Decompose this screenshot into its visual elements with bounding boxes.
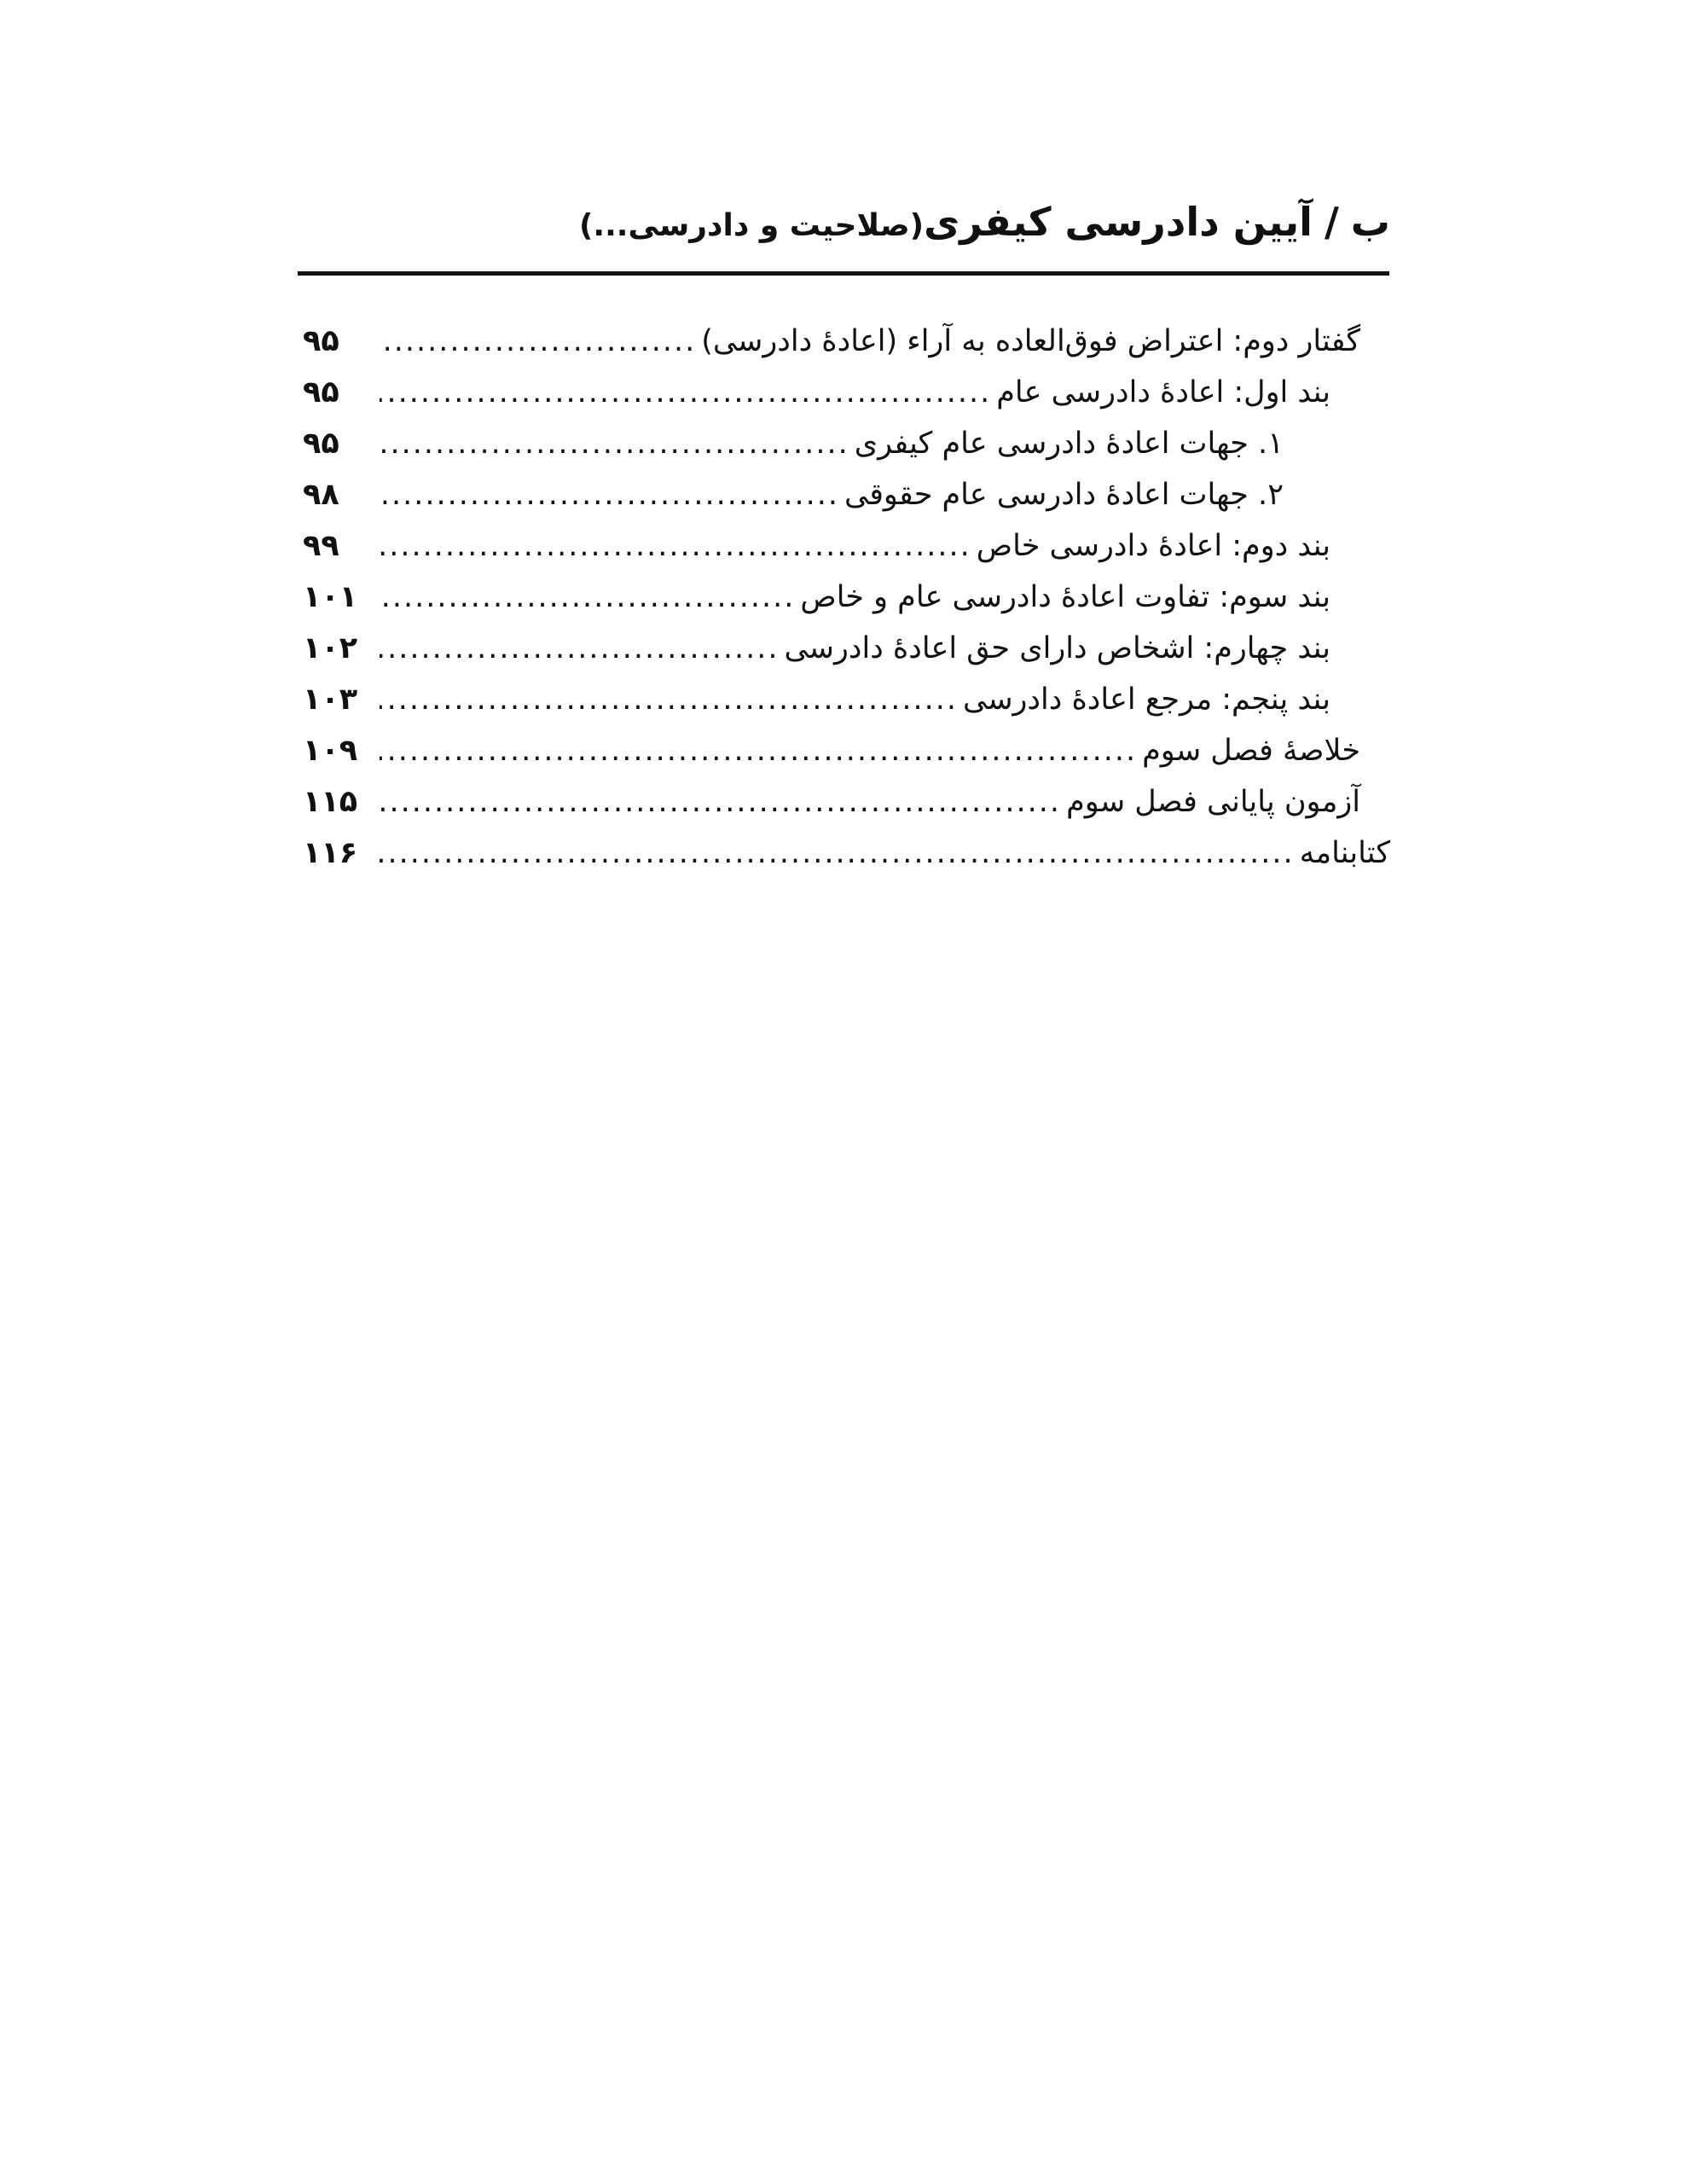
- toc-entry[interactable]: [303, 572, 1390, 623]
- toc-entry-page: ۱۰۹: [303, 734, 358, 768]
- toc-entry-label: گفتار دوم: اعتراض فوق‌العاده به آراء (اعادهٔ دادرسی): [701, 324, 1360, 358]
- toc-entry-label: بند پنجم: مرجع اعادهٔ دادرسی: [963, 682, 1330, 717]
- toc-entry-page: ۱۱۵: [303, 785, 358, 819]
- toc-entry[interactable]: [303, 418, 1390, 469]
- toc-dot-leader: [380, 469, 839, 520]
- toc-entry[interactable]: [303, 520, 1390, 572]
- toc-entry-page: ۹۹: [303, 529, 339, 563]
- toc-dot-leader: [380, 623, 780, 674]
- table-of-contents: [303, 316, 1390, 879]
- toc-entry-page: ۱۰۱: [303, 580, 358, 614]
- toc-dot-leader: [380, 828, 1295, 879]
- running-head-subtitle: (صلاحیت و دادرسی...): [578, 208, 925, 243]
- toc-dot-leader: [380, 367, 991, 418]
- toc-entry-label: بند اول: اعادهٔ دادرسی عام: [996, 375, 1330, 410]
- toc-entry-label: ۱. جهات اعادهٔ دادرسی عام کیفری: [854, 427, 1284, 461]
- toc-entry-label: بند دوم: اعادهٔ دادرسی خاص: [976, 529, 1330, 563]
- toc-dot-leader: [380, 316, 696, 367]
- toc-entry[interactable]: [303, 316, 1390, 367]
- toc-entry-page: ۱۱۶: [303, 836, 358, 870]
- toc-entry[interactable]: [303, 623, 1390, 674]
- toc-entry[interactable]: [303, 725, 1390, 776]
- toc-entry-label: کتابنامه: [1299, 836, 1390, 870]
- running-head-separator: /: [1324, 199, 1339, 245]
- toc-entry[interactable]: [303, 469, 1390, 520]
- toc-dot-leader: [380, 418, 849, 469]
- running-head-page-letter: ب: [1350, 199, 1390, 245]
- toc-dot-leader: [380, 674, 958, 725]
- running-head-title: آیین دادرسی کیفری: [924, 199, 1313, 245]
- toc-dot-leader: [380, 572, 795, 623]
- toc-entry-label: آزمون پایانی فصل سوم: [1066, 785, 1360, 819]
- toc-entry[interactable]: [303, 367, 1390, 418]
- toc-entry-page: ۹۵: [303, 427, 339, 461]
- toc-entry[interactable]: [303, 828, 1390, 879]
- toc-entry-label: بند سوم: تفاوت اعادهٔ دادرسی عام و خاص: [800, 580, 1330, 614]
- toc-dot-leader: [380, 776, 1061, 828]
- toc-entry-label: بند چهارم: اشخاص دارای حق اعادهٔ دادرسی: [784, 631, 1330, 665]
- toc-entry-page: ۹۸: [303, 478, 339, 512]
- toc-entry-label: خلاصهٔ فصل سوم: [1142, 734, 1360, 768]
- toc-entry[interactable]: [303, 776, 1390, 828]
- toc-entry-label: ۲. جهات اعادهٔ دادرسی عام حقوقی: [844, 478, 1284, 512]
- toc-entry-page: ۱۰۲: [303, 631, 358, 665]
- toc-dot-leader: [380, 725, 1137, 776]
- toc-entry-page: ۹۵: [303, 375, 339, 410]
- header-divider: [298, 271, 1389, 276]
- toc-dot-leader: [380, 520, 971, 572]
- toc-entry-page: ۱۰۳: [303, 682, 358, 717]
- toc-entry-page: ۹۵: [303, 324, 339, 358]
- toc-entry[interactable]: [303, 674, 1390, 725]
- running-head: [299, 192, 1390, 256]
